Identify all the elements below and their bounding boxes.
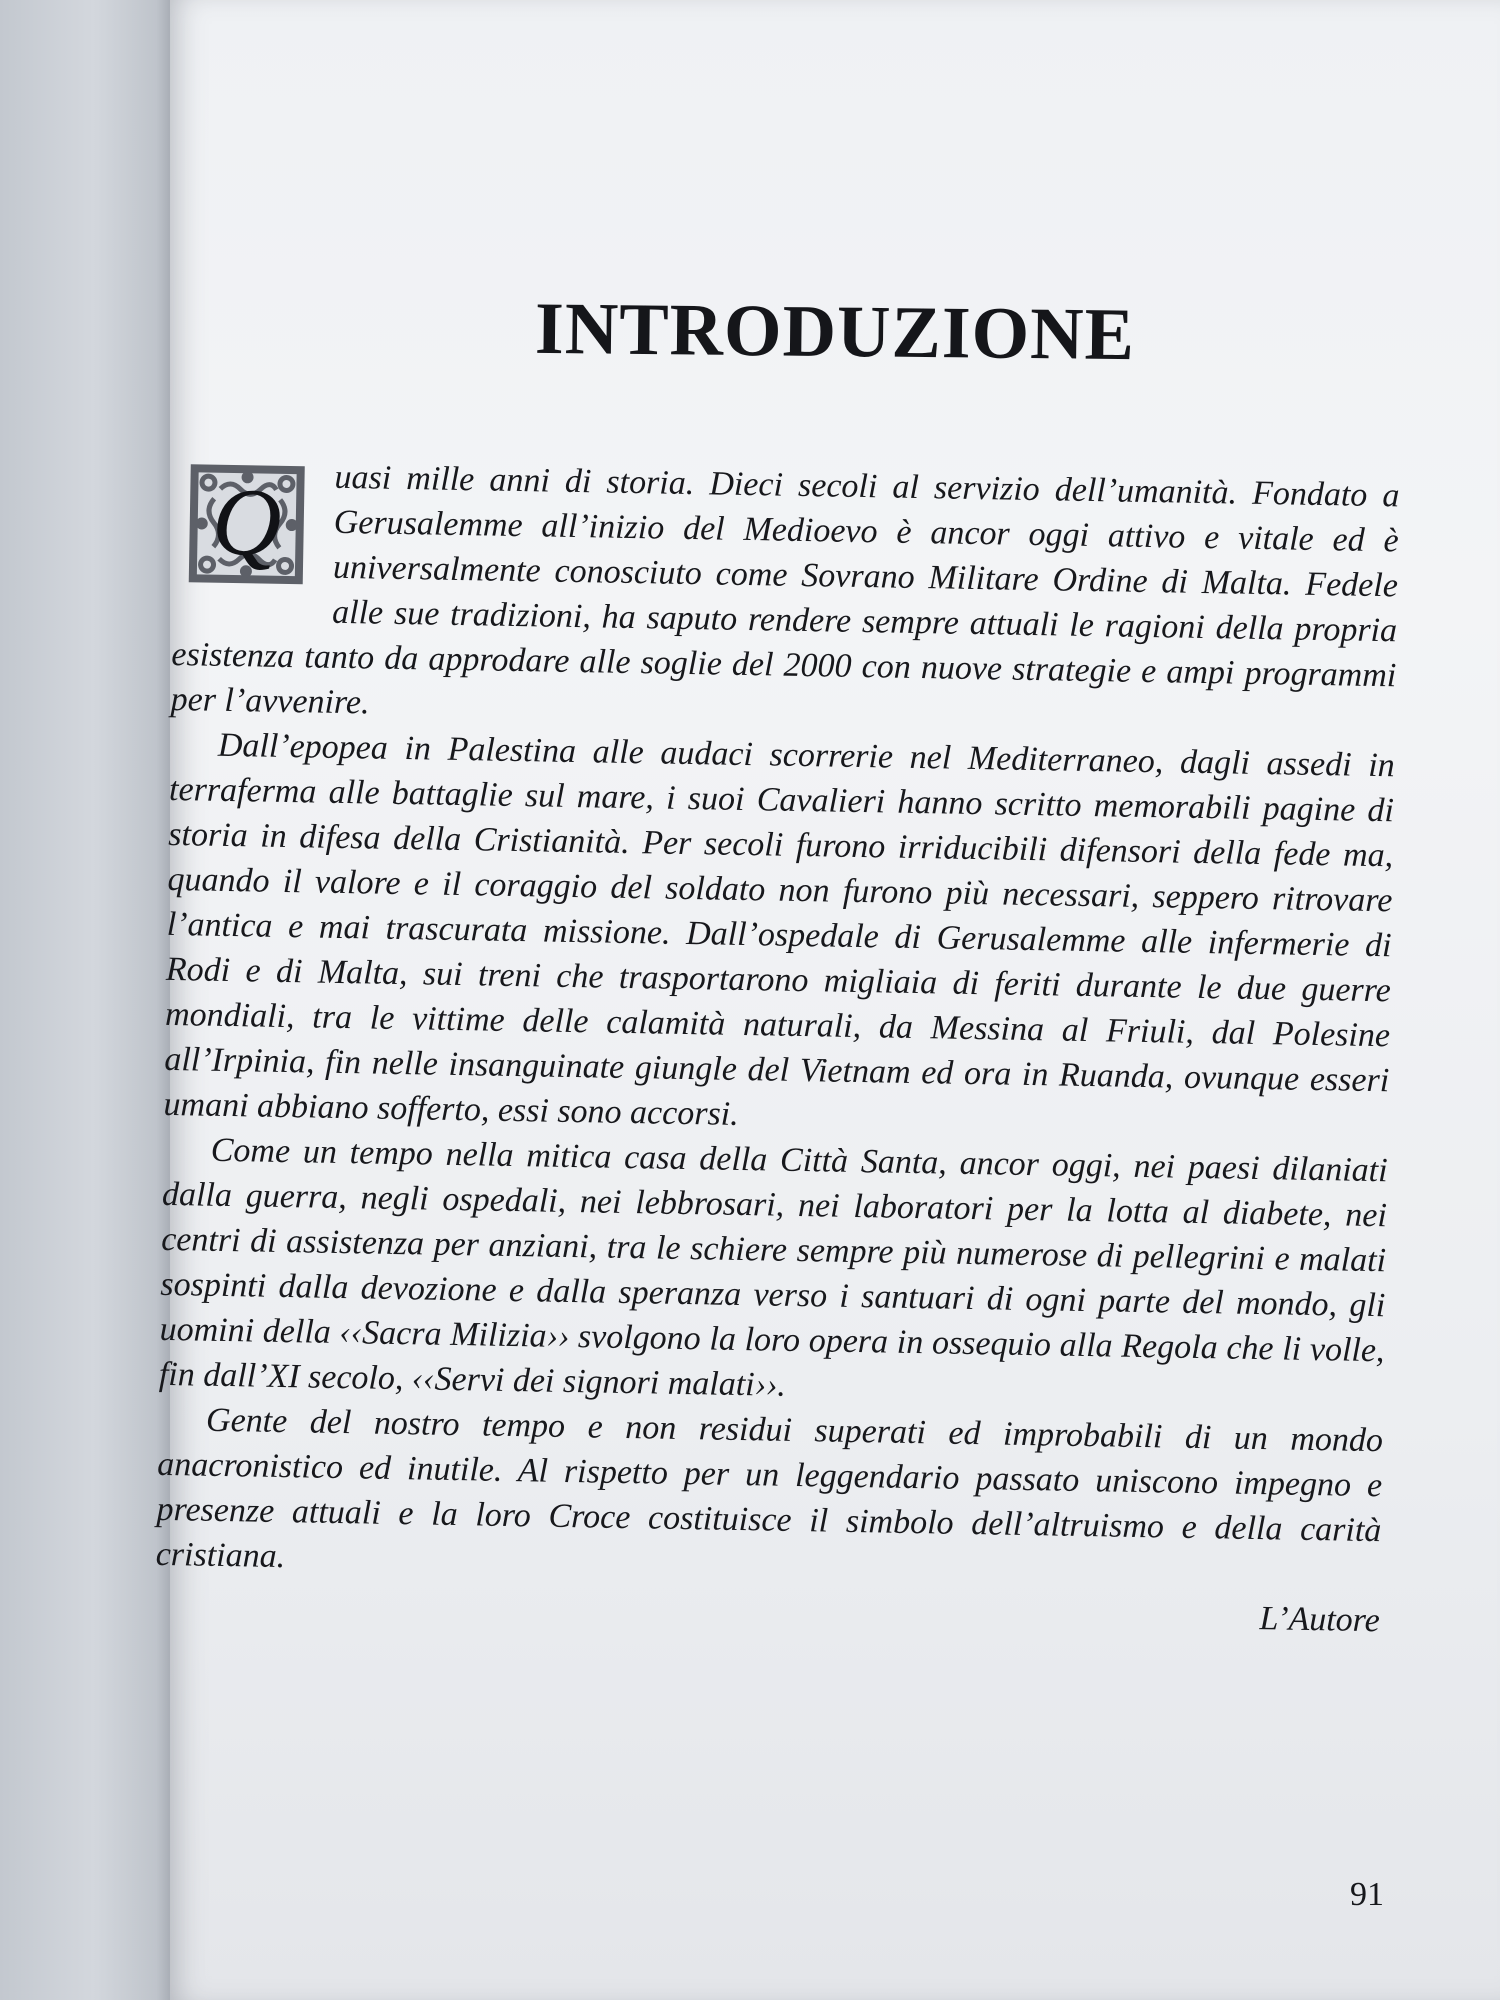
book-gutter (0, 0, 170, 2000)
paragraph-1-text: uasi mille anni di storia. Dieci secoli al servizio dell’umanità. Fondato a Gerusalemme all’inizio del Medioevo è ancor oggi attivo e vitale ed è universalmente conosciuto come Sovrano Militare Ordine di Malta. Fedele alle sue tradizioni, ha saputo rendere sempre attuali le ragioni della propria esistenza tanto da approdare alle soglie del 2000 con nuove strategie e ampi programmi per l’avvenire. (170, 458, 1400, 722)
paragraph-1 (170, 452, 1400, 743)
page-number: 91 (1350, 1876, 1384, 1913)
paragraph-2: Dall’epopea in Palestina alle audaci scorrerie nel Mediterraneo, dagli assedi in terraferma alle battaglie sul mare, i suoi Cavalieri hanno scritto memorabili pagine di storia in difesa della Cristianità. Per secoli furono irriducibili difensori della fede ma, quando il valore e il coraggio del soldato non furono più necessari, seppero ritrovare l’antica e mai trascurata missione. Dall’ospedale di Gerusalemme alle infermerie di Rodi e di Malta, sui treni che trasportarono migliaia di feriti durante le due guerre mondiali, tra le vittime delle calamità naturali, da Messina al Friuli, dal Polesine all’Irpinia, fin nelle insanguinate giungle del Vietnam ed ora in Ruanda, ovunque esseri umani abbiano sofferto, essi sono accorsi. (163, 726, 1396, 1133)
page-title: INTRODUZIONE (534, 287, 1136, 377)
body-text (155, 452, 1400, 1643)
signature: L’Autore (1259, 1600, 1381, 1640)
drop-cap (185, 458, 309, 590)
paragraph-4: Gente del nostro tempo e non residui superati ed improbabili di un mondo anacronistico ed inutile. Al rispetto per un leggendario passato uniscono impegno e presenze attuali e la loro Croce costituisce il simbolo dell’altruismo e della carità cristiana. (155, 1401, 1384, 1576)
drop-cap-letter: Q (211, 467, 283, 576)
book-page (155, 0, 1500, 2000)
paragraph-3: Come un tempo nella mitica casa della Città Santa, ancor oggi, nei paesi dilaniati dalla guerra, negli ospedali, nei lebbrosari, nei laboratori per la lotta al diabete, nei centri di assistenza per anziani, tra le schiere sempre più numerose di pellegrini e malati sospinti dalla devozione e dalla speranza verso i santuari di ogni parte del mondo, gli uomini della ‹‹Sacra Milizia›› svolgono la loro opera in ossequio alla Regola che li volle, fin dall’XI secolo, ‹‹Servi dei signori malati››. (158, 1131, 1388, 1404)
